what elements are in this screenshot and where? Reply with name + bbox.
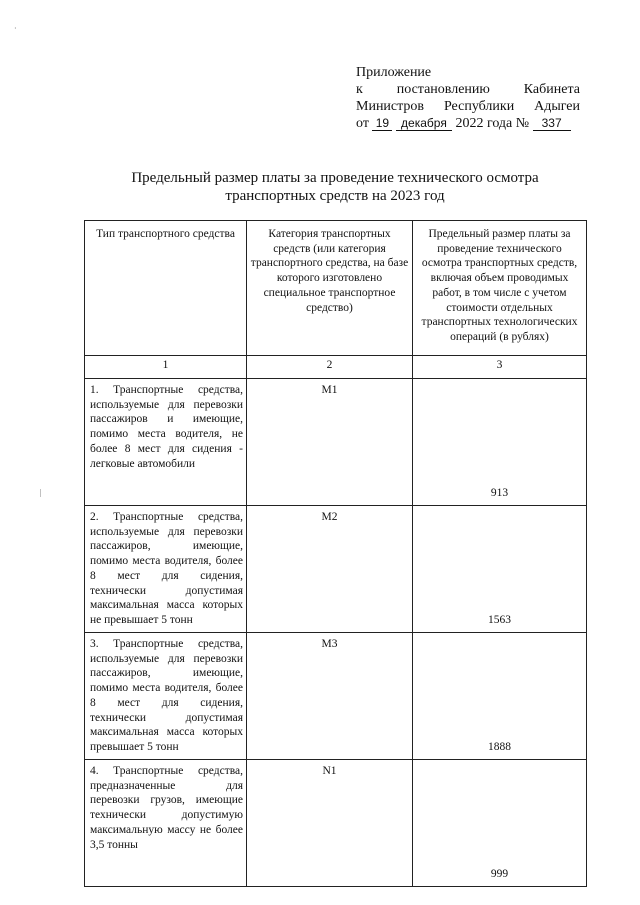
appendix-line-3: Министров Республики Адыгеи [356, 99, 580, 114]
vehicle-type-cell: 3. Транспортные средства, используемые для перевозки пассажиров, имеющие, помимо места водителя, более 8 мест для сидения, технически допустимая максимальная масса которых превышает 5 тонн [85, 633, 247, 760]
price-cell: 999 [413, 760, 587, 887]
doc-number-field: 337 [533, 116, 571, 131]
date-year: 2022 года № [455, 116, 530, 131]
appendix-block [356, 64, 580, 132]
column-number: 3 [413, 356, 587, 379]
fee-table [84, 220, 587, 887]
document-title: Предельный размер платы за проведение технического осмотра транспортных средств на 2023 год [131, 170, 539, 204]
header-max-fee: Предельный размер платы за проведение технического осмотра транспортных средств, включая объем проводимых работ, в том числе с учетом стоимости отдельных транспортных технологических операций (в рублях) [413, 221, 587, 356]
table-row [85, 633, 587, 760]
column-number-row [85, 356, 587, 379]
price-cell: 913 [413, 379, 587, 506]
table-header-row [85, 221, 587, 356]
column-number: 2 [247, 356, 413, 379]
category-cell: M2 [247, 506, 413, 633]
table-row [85, 379, 587, 506]
scan-speck: | [40, 488, 42, 497]
date-month-field: декабря [396, 116, 452, 131]
category-cell: N1 [247, 760, 413, 887]
vehicle-type-cell: 1. Транспортные средства, используемые для перевозки пассажиров и имеющие, помимо места водителя, не более 8 мест для сидения - легковые автомобили [85, 379, 247, 506]
appendix-date-line: от 19 декабря 2022 года № 337 [356, 115, 580, 132]
price-cell: 1563 [413, 506, 587, 633]
price-cell: 1888 [413, 633, 587, 760]
appendix-heading: Приложение [356, 65, 432, 80]
category-cell: M1 [247, 379, 413, 506]
vehicle-type-cell: 2. Транспортные средства, используемые для перевозки пассажиров, имеющие, помимо места водителя, более 8 мест для сидения, технически допустимая максимальная масса которых не превышает 5 тонн [85, 506, 247, 633]
table-row [85, 506, 587, 633]
table-row [85, 760, 587, 887]
header-vehicle-type: Тип транспортного средства [85, 221, 247, 356]
vehicle-type-cell: 4. Транспортные средства, предназначенные для перевозки грузов, имеющие технически допустимую максимальную массу не более 3,5 тонны [85, 760, 247, 887]
date-day-field: 19 [372, 116, 392, 131]
column-number: 1 [85, 356, 247, 379]
header-category: Категория транспортных средств (или категория транспортного средства, на базе которого изготовлено специальное транспортное средство) [247, 221, 413, 356]
appendix-line-2: к постановлению Кабинета [356, 82, 580, 97]
category-cell: M3 [247, 633, 413, 760]
scan-speck: · [14, 24, 17, 33]
